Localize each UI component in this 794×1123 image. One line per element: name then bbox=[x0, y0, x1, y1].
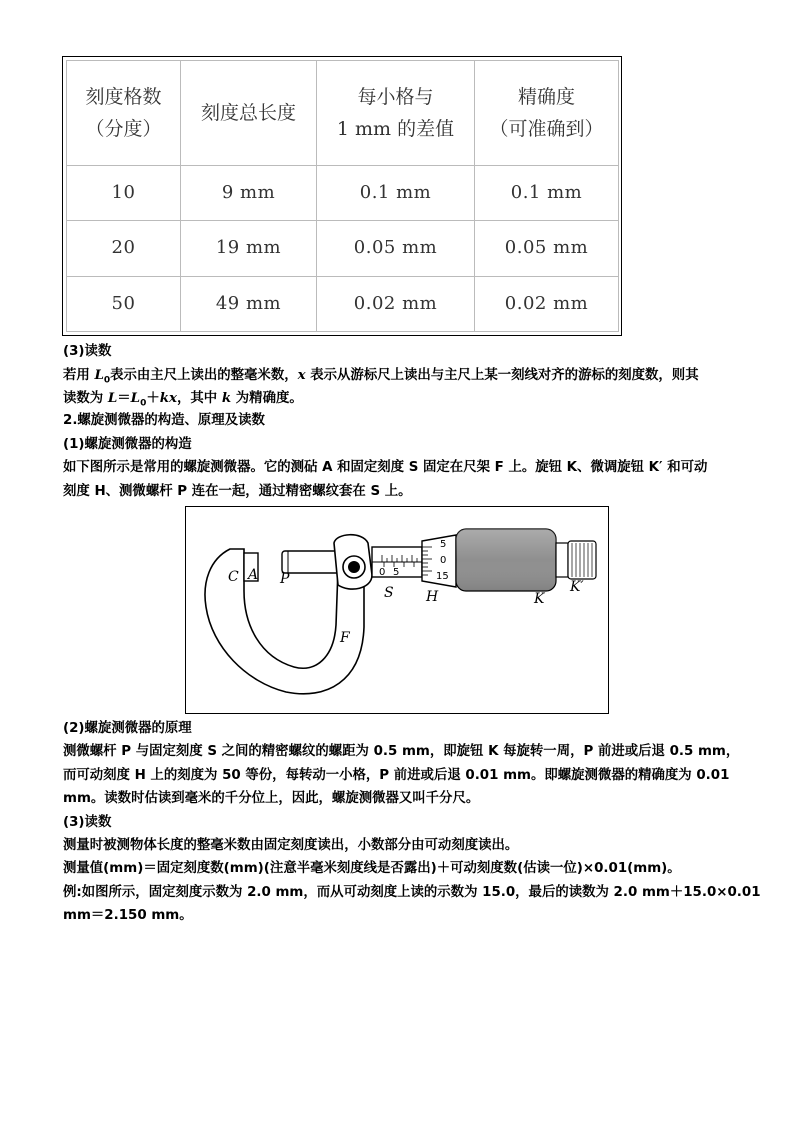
text-run: kx bbox=[159, 390, 177, 406]
header-text: （分度） bbox=[85, 118, 162, 140]
table-cell: 0.1 mm bbox=[475, 166, 619, 221]
table-cell: 49 mm bbox=[181, 276, 317, 331]
paragraph-line: 测量值(mm)＝固定刻度数(mm)(注意半毫米刻度线是否露出)＋可动刻度数(估读一位)×0.01(mm)。 bbox=[63, 861, 681, 876]
paragraph-line: mm＝2.150 mm。 bbox=[63, 908, 193, 923]
paragraph-line: 测量时被测物体长度的整毫米数由固定刻度读出，小数部分由可动刻度读出。 bbox=[63, 838, 519, 853]
table-cell: 0.05 mm bbox=[317, 221, 475, 276]
text-run: ＝ bbox=[117, 391, 131, 406]
vernier-table bbox=[66, 60, 619, 332]
label-P: P bbox=[280, 571, 290, 587]
paragraph-line: mm。读数时估读到毫米的千分位上，因此，螺旋测微器又叫千分尺。 bbox=[63, 791, 480, 806]
section-heading-reading-2: (3)读数 bbox=[63, 815, 112, 830]
header-cell-difference bbox=[317, 61, 475, 166]
text-run: 为精确度。 bbox=[231, 391, 303, 406]
header-text: 刻度总长度 bbox=[200, 101, 296, 124]
paragraph-line: 测微螺杆 P 与固定刻度 S 之间的精密螺纹的螺距为 0.5 mm，即旋钮 K 每旋转一周，P 前进或后退 0.5 mm， bbox=[63, 744, 740, 759]
table-cell: 0.05 mm bbox=[475, 221, 619, 276]
micrometer-drawing bbox=[186, 507, 610, 715]
section-heading-structure: (1)螺旋测微器的构造 bbox=[63, 437, 192, 452]
table-cell: 50 bbox=[67, 276, 181, 331]
table-cell: 0.02 mm bbox=[475, 276, 619, 331]
text-run: ＋ bbox=[146, 391, 160, 406]
table-cell: 9 mm bbox=[181, 166, 317, 221]
table-cell: 20 bbox=[67, 221, 181, 276]
sleeve-scale-5: 5 bbox=[393, 567, 400, 578]
text-run: L bbox=[94, 367, 104, 383]
text-run: L bbox=[130, 390, 141, 406]
header-cell-precision bbox=[475, 61, 619, 166]
thimble-scale-15: 15 bbox=[436, 571, 449, 582]
label-A: A bbox=[248, 567, 259, 583]
fine-knob-Kp bbox=[556, 543, 568, 577]
table-cell: 0.1 mm bbox=[317, 166, 475, 221]
text-run: x bbox=[297, 367, 306, 383]
paragraph-line: 刻度 H、测微螺杆 P 连在一起，通过精密螺纹套在 S 上。 bbox=[63, 484, 412, 499]
paragraph-line bbox=[63, 366, 699, 390]
text-run: 0 bbox=[140, 398, 147, 409]
section-heading-reading: (3)读数 bbox=[63, 344, 112, 359]
text-run: 0 bbox=[103, 375, 111, 386]
header-text: 刻度格数 bbox=[85, 85, 162, 108]
table-header-row bbox=[67, 61, 619, 166]
label-S: S bbox=[384, 585, 394, 601]
sleeve-scale-0: 0 bbox=[379, 567, 386, 578]
label-K-prime: K′ bbox=[570, 579, 584, 595]
text-run: 若用 bbox=[63, 368, 95, 383]
table-cell: 0.02 mm bbox=[317, 276, 475, 331]
spindle-P bbox=[282, 551, 340, 573]
table-row bbox=[67, 276, 619, 331]
header-cell-divisions bbox=[67, 61, 181, 166]
section-heading-micrometer: 2.螺旋测微器的构造、原理及读数 bbox=[63, 413, 265, 428]
table-row bbox=[67, 221, 619, 276]
vernier-table-frame bbox=[62, 56, 622, 336]
paragraph-line bbox=[63, 389, 303, 413]
label-K: K bbox=[534, 591, 545, 607]
table-row bbox=[67, 166, 619, 221]
label-H: H bbox=[426, 589, 439, 605]
label-F: F bbox=[340, 630, 350, 646]
header-text: 每小格与 bbox=[357, 85, 434, 108]
header-text: 1 mm 的差值 bbox=[336, 118, 455, 140]
text-run: L bbox=[107, 390, 118, 406]
text-run: 表示由主尺上读出的整毫米数， bbox=[110, 368, 298, 383]
micrometer-figure bbox=[185, 506, 609, 714]
table-cell: 19 mm bbox=[181, 221, 317, 276]
thimble-scale-0: 0 bbox=[440, 555, 447, 566]
header-text: （可准确到） bbox=[489, 118, 604, 140]
text-run: ，其中 bbox=[177, 391, 222, 406]
header-text: 精确度 bbox=[517, 85, 575, 108]
text-run: 读数为 bbox=[63, 391, 108, 406]
section-heading-principle: (2)螺旋测微器的原理 bbox=[63, 721, 192, 736]
table-cell: 10 bbox=[67, 166, 181, 221]
paragraph-line: 例:如图所示，固定刻度示数为 2.0 mm，而从可动刻度上读的示数为 15.0，最后的读数为 2.0 mm＋15.0×0.01 bbox=[63, 885, 761, 900]
thimble-scale-5: 5 bbox=[440, 539, 447, 550]
paragraph-line: 如下图所示是常用的螺旋测微器。它的测砧 A 和固定刻度 S 固定在尺架 F 上。旋钮 K、微调旋钮 K′ 和可动 bbox=[63, 460, 708, 475]
header-cell-total-length bbox=[181, 61, 317, 166]
paragraph-line: 而可动刻度 H 上的刻度为 50 等份，每转动一小格，P 前进或后退 0.01 mm。即螺旋测微器的精确度为 0.01 bbox=[63, 768, 730, 783]
text-run: k bbox=[221, 390, 232, 406]
text-run: 表示从游标尺上读出与主尺上某一刻线对齐的游标的刻度数，则其 bbox=[305, 368, 699, 383]
label-C: C bbox=[228, 569, 239, 585]
